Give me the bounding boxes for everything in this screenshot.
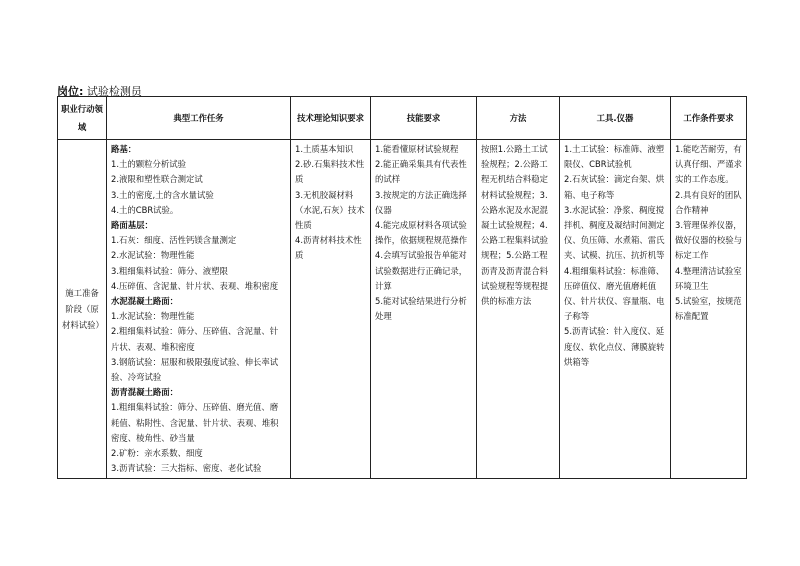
- header-knowledge: 技术理论知识要求: [291, 97, 371, 140]
- tool-item: 4.粗细集料试验：标准筛、压碎值仪、磨光值磨耗值仪、针片状仪、容量瓶、电子称等: [564, 265, 665, 322]
- condition-item: 5.试验室，按规范标准配置: [675, 296, 742, 322]
- task-item: 3.钢筋试验：屈服和极限强度试验、伸长率试验、冷弯试验: [111, 356, 279, 383]
- task-item: 4.压碎值、含泥量、针片状、表观、堆积密度: [111, 280, 279, 291]
- tasks-cell: [107, 140, 291, 479]
- tool-item: 1.土工试验：标准筛、液塑限仪、CBR试验机: [564, 144, 665, 170]
- tools-cell: [560, 140, 671, 479]
- task-item: 2.水泥试验：物理性能: [111, 250, 195, 261]
- task-item: 2.矿粉：亲水系数、细度: [111, 448, 203, 459]
- header-tasks: 典型工作任务: [107, 97, 291, 140]
- conditions-cell: [671, 140, 747, 479]
- condition-item: 2.具有良好的团队合作精神: [675, 189, 742, 215]
- task-section-title: 路面基层：: [111, 220, 153, 231]
- task-item: 2.粗细集料试验：筛分、压碎值、含泥量、针片状、表观、堆积密度: [111, 326, 279, 352]
- condition-item: 1.能吃苦耐劳，有认真仔细、严谨求实的工作态度。: [675, 144, 742, 185]
- task-item: 1.粗细集料试验：筛分、压碎值、磨光值、磨耗值、粘附性、含泥量、针片状、表观、堆积密度、棱角性、砂当量: [111, 402, 279, 443]
- condition-item: 4.整理清洁试验室环境卫生: [675, 265, 742, 291]
- tool-item: 2.石灰试验：滴定台架、烘箱、电子称等: [564, 174, 665, 200]
- task-item: 3.沥青试验：三大指标、密度、老化试验: [111, 463, 262, 474]
- skill-item: 2.能正确采集具有代表性的试样: [375, 159, 467, 185]
- knowledge-item: 2.砂.石集料技术性质: [295, 159, 365, 185]
- field-cell: 施工准备阶段（原材料试验）: [58, 140, 107, 479]
- knowledge-item: 3.无机胶凝材料（水泥,石灰）技术性质: [295, 189, 365, 231]
- header-conditions: 工作条件要求: [671, 97, 747, 140]
- table-row: [58, 140, 747, 479]
- header-row: [58, 97, 747, 140]
- knowledge-item: 4.沥青材料技术性质: [295, 235, 362, 261]
- skill-item: 4.能完成原材料各项试验操作，依据规程规范操作: [375, 220, 468, 246]
- post-value: 试验检测员: [86, 85, 142, 98]
- method-cell: 按照1.公路土工试验规程；2.公路工程无机结合料稳定材料试验规程；3.公路水泥及水泥混凝土试验规程；4.公路工程集料试验规程；5.公路工程沥青及沥青混合料试验规程等规程提供的标准方法: [477, 140, 560, 479]
- task-item: 4.土的CBR试验。: [111, 204, 179, 215]
- task-item: 1.石灰：细度、活性钙镁含量测定: [111, 235, 237, 246]
- task-section-title: 水泥混凝土路面：: [111, 296, 178, 307]
- post-label: 岗位: [57, 85, 79, 98]
- task-section-title: 沥青混凝土路面：: [111, 387, 178, 398]
- skill-item: 1.能看懂原材试验规程: [375, 144, 459, 154]
- header-tools: 工具.仪器: [560, 97, 671, 140]
- task-item: 2.液限和塑性联合测定试: [111, 174, 203, 185]
- task-section-title: 路基：: [111, 144, 137, 154]
- tool-item: 5.沥青试验：针入度仪、延度仪、软化点仪、薄膜旋转烘箱等: [564, 326, 665, 367]
- skill-item: 4.会填写试验报告单能对试验数据进行正确记录，计算: [375, 250, 468, 291]
- header-skills: 技能要求: [371, 97, 477, 140]
- header-field: 职业行动领域: [58, 97, 107, 140]
- skills-cell: [371, 140, 477, 479]
- post-line: 岗位: 试验检测员: [57, 85, 142, 98]
- task-item: 3.土的密度,土的含水量试验: [111, 189, 214, 200]
- knowledge-cell: [291, 140, 371, 479]
- header-method: 方法: [477, 97, 560, 140]
- skill-item: 3.按规定的方法正确选择仪器: [375, 189, 467, 215]
- skill-item: 5.能对试验结果进行分析处理: [375, 296, 467, 322]
- knowledge-item: 1.土质基本知识: [295, 144, 354, 154]
- condition-item: 3.管理保养仪器，做好仪器的校验与标定工作: [675, 220, 742, 261]
- task-item: 1.土的颗粒分析试验: [111, 159, 186, 170]
- task-item: 1.水泥试验：物理性能: [111, 311, 195, 322]
- tool-item: 3.水泥试验：净浆、稠度搅拌机、稠度及凝结时间测定仪、负压筛、水煮箱、雷氏夹、试模、抗压、抗折机等: [564, 204, 665, 261]
- task-item: 3.粗细集料试验：筛分、液塑限: [111, 265, 228, 276]
- job-task-table: [57, 96, 747, 479]
